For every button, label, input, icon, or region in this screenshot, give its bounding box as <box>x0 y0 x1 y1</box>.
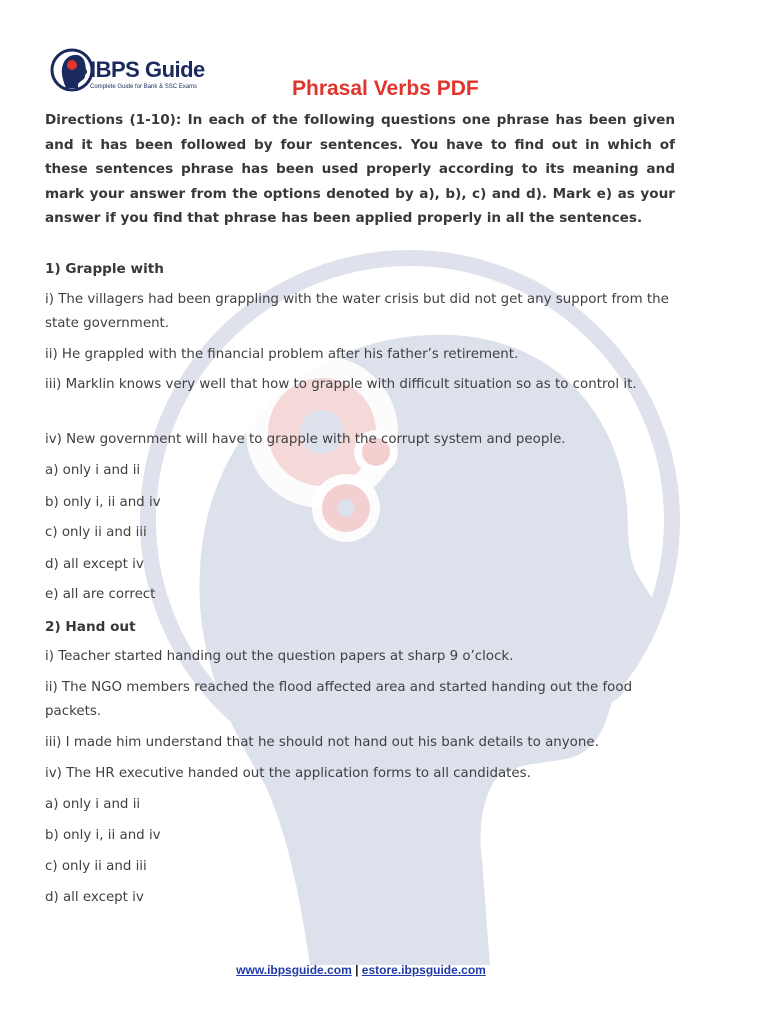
footer-link-estore[interactable]: estore.ibpsguide.com <box>361 963 486 977</box>
question-1-sentence-4: iv) New government will have to grapple with the corrupt system and people. <box>45 432 566 447</box>
question-1-sentence-1: i) The villagers had been grappling with the water crisis but did not get any support from the state government. <box>45 292 669 331</box>
question-2-option-d: d) all except iv <box>45 890 144 905</box>
question-1-option-d: d) all except iv <box>45 557 144 572</box>
question-2-sentence-3: iii) I made him understand that he should not hand out his bank details to anyone. <box>45 735 599 750</box>
question-2-option-b: b) only i, ii and iv <box>45 828 161 843</box>
question-2-heading: 2) Hand out <box>45 619 136 635</box>
question-2-sentence-2: ii) The NGO members reached the flood affected area and started handing out the food packets. <box>45 680 633 719</box>
question-2-sentence-4: iv) The HR executive handed out the application forms to all candidates. <box>45 766 531 781</box>
question-2-sentence-1: i) Teacher started handing out the question papers at sharp 9 o’clock. <box>45 649 514 664</box>
question-1-option-a: a) only i and ii <box>45 463 141 478</box>
brand-tagline: Complete Guide for Bank & SSC Exams <box>90 84 198 90</box>
page-title: Phrasal Verbs PDF <box>292 77 479 100</box>
footer-separator: | <box>355 963 359 977</box>
directions-paragraph: Directions (1-10): In each of the following questions one phrase has been given and it has been followed by four sentences. You have to find out in which of these sentences phrase has been used properly according to its meaning and mark your answer from the options denoted by a), b), c) and d). Mark e) as your answer if you find that phrase has been applied properly in all the sentences. <box>45 112 675 226</box>
question-1-option-b: b) only i, ii and iv <box>45 495 161 510</box>
question-2-option-c: c) only ii and iii <box>45 859 147 874</box>
brand-name: IBPS Guide <box>90 57 205 82</box>
question-2-option-a: a) only i and ii <box>45 797 141 812</box>
question-1-option-c: c) only ii and iii <box>45 525 147 540</box>
question-1-sentence-3: iii) Marklin knows very well that how to grapple with difficult situation so as to control it. <box>45 377 637 392</box>
question-1-heading: 1) Grapple with <box>45 261 164 277</box>
footer-link-website[interactable]: www.ibpsguide.com <box>236 963 352 977</box>
question-1-option-e: e) all are correct <box>45 587 156 602</box>
footer <box>0 963 722 977</box>
question-1-sentence-2: ii) He grappled with the financial problem after his father’s retirement. <box>45 347 519 362</box>
